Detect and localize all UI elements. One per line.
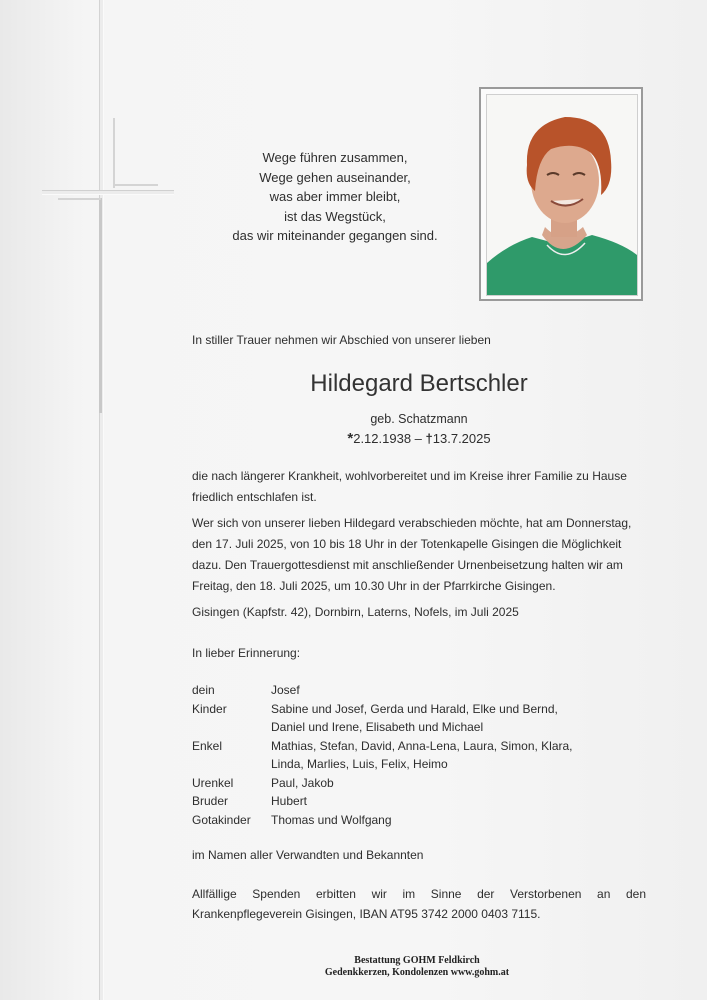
farewell-paragraph: Wer sich von unserer lieben Hildegard verabschieden möchte, hat am Donnerstag, den 17. Juli 2025, von 10 bis 18 Uhr in der Totenkapelle Gisingen die Möglichkeit dazu. Den Trauergottesdienst mit anschließender Urnenbeisetzung halten wir am Freitag, den 18. Juli 2025, um 10.30 Uhr in der Pfarrkirche Gisingen. [192,516,632,593]
cross-vertical-line [99,0,104,1000]
cross-horizontal-line [42,190,174,195]
family-relation: Urenkel [192,775,234,790]
in-memory-heading: In lieber Erinnerung: [192,646,301,660]
place-date: Gisingen (Kapfstr. 42), Dornbirn, Laterns, Nofels, im Juli 2025 [192,605,519,619]
poem [222,148,448,246]
birth-date: 2.12.1938 [353,431,412,446]
poem-line: Wege gehen auseinander, [259,169,411,185]
footer-brand: GOHM [402,955,436,966]
death-date: 13.7.2025 [432,431,491,446]
family-names: Mathias, Stefan, David, Anna-Lena, Laura, Simon, Klara, [271,738,573,753]
family-row [192,811,601,830]
family-names: Linda, Marlies, Luis, Felix, Heimo [271,757,448,771]
family-relation: dein [192,683,215,697]
life-dates [192,430,646,447]
cross-left-arm [58,198,101,200]
family-relation: Gotakinder [192,812,251,827]
family-row [192,681,601,700]
birth-name: geb. Schatzmann [370,412,468,426]
family-row [192,700,601,737]
family-row [192,792,601,811]
portrait-frame [479,87,643,301]
family-relation: Enkel [192,738,223,753]
death-cross-icon: † [425,431,433,446]
poem-line: ist das Wegstück, [284,208,386,224]
family-list [192,681,601,829]
donation-line: Allfällige Spenden erbitten wir im Sinne der Verstorbenen an den [192,887,646,901]
family-names: Thomas und Wolfgang [271,812,392,827]
cross-lower-vertical [99,198,102,413]
donation-line: Krankenpflegeverein Gisingen, IBAN AT95 3742 2000 0403 7115. [192,907,541,921]
portrait-photo [486,94,638,296]
intro-text: In stiller Trauer nehmen wir Abschied von unserer lieben [192,333,491,347]
deceased-name: Hildegard Bertschler [310,370,528,397]
footer-line1 [292,955,542,967]
date-separator: – [411,431,426,446]
family-names: Paul, Jakob [271,775,334,790]
family-relation: Kinder [192,701,227,716]
family-names: Sabine und Josef, Gerda und Harald, Elke und Bernd, [271,701,558,716]
birth-star-icon: * [347,430,354,447]
portrait-illustration [487,95,637,295]
all-relatives-line: im Namen aller Verwandten und Bekannten [192,848,424,862]
cross-inner-vertical [113,118,115,188]
family-relation: Bruder [192,794,229,808]
poem-line: was aber immer bleibt, [269,189,401,204]
donation-note [192,884,646,924]
footer-suffix: Feldkirch [435,955,480,966]
funeral-home-footer [292,955,542,979]
footer-line2[interactable]: Gedenkkerzen, Kondolenzen www.gohm.at [324,967,510,978]
family-row [192,737,601,774]
family-names: Josef [271,683,300,697]
cross-inner-horizontal [113,184,158,186]
family-names: Daniel und Irene, Elisabeth und Michael [271,720,484,734]
poem-line: das wir miteinander gegangen sind. [232,228,438,243]
family-names: Hubert [271,794,308,808]
family-row [192,774,601,793]
footer-prefix: Bestattung [354,955,403,966]
poem-line: Wege führen zusammen, [262,150,408,165]
death-paragraph: die nach längerer Krankheit, wohlvorbereitet und im Kreise ihrer Familie zu Hause friedlich entschlafen ist. [192,469,627,504]
